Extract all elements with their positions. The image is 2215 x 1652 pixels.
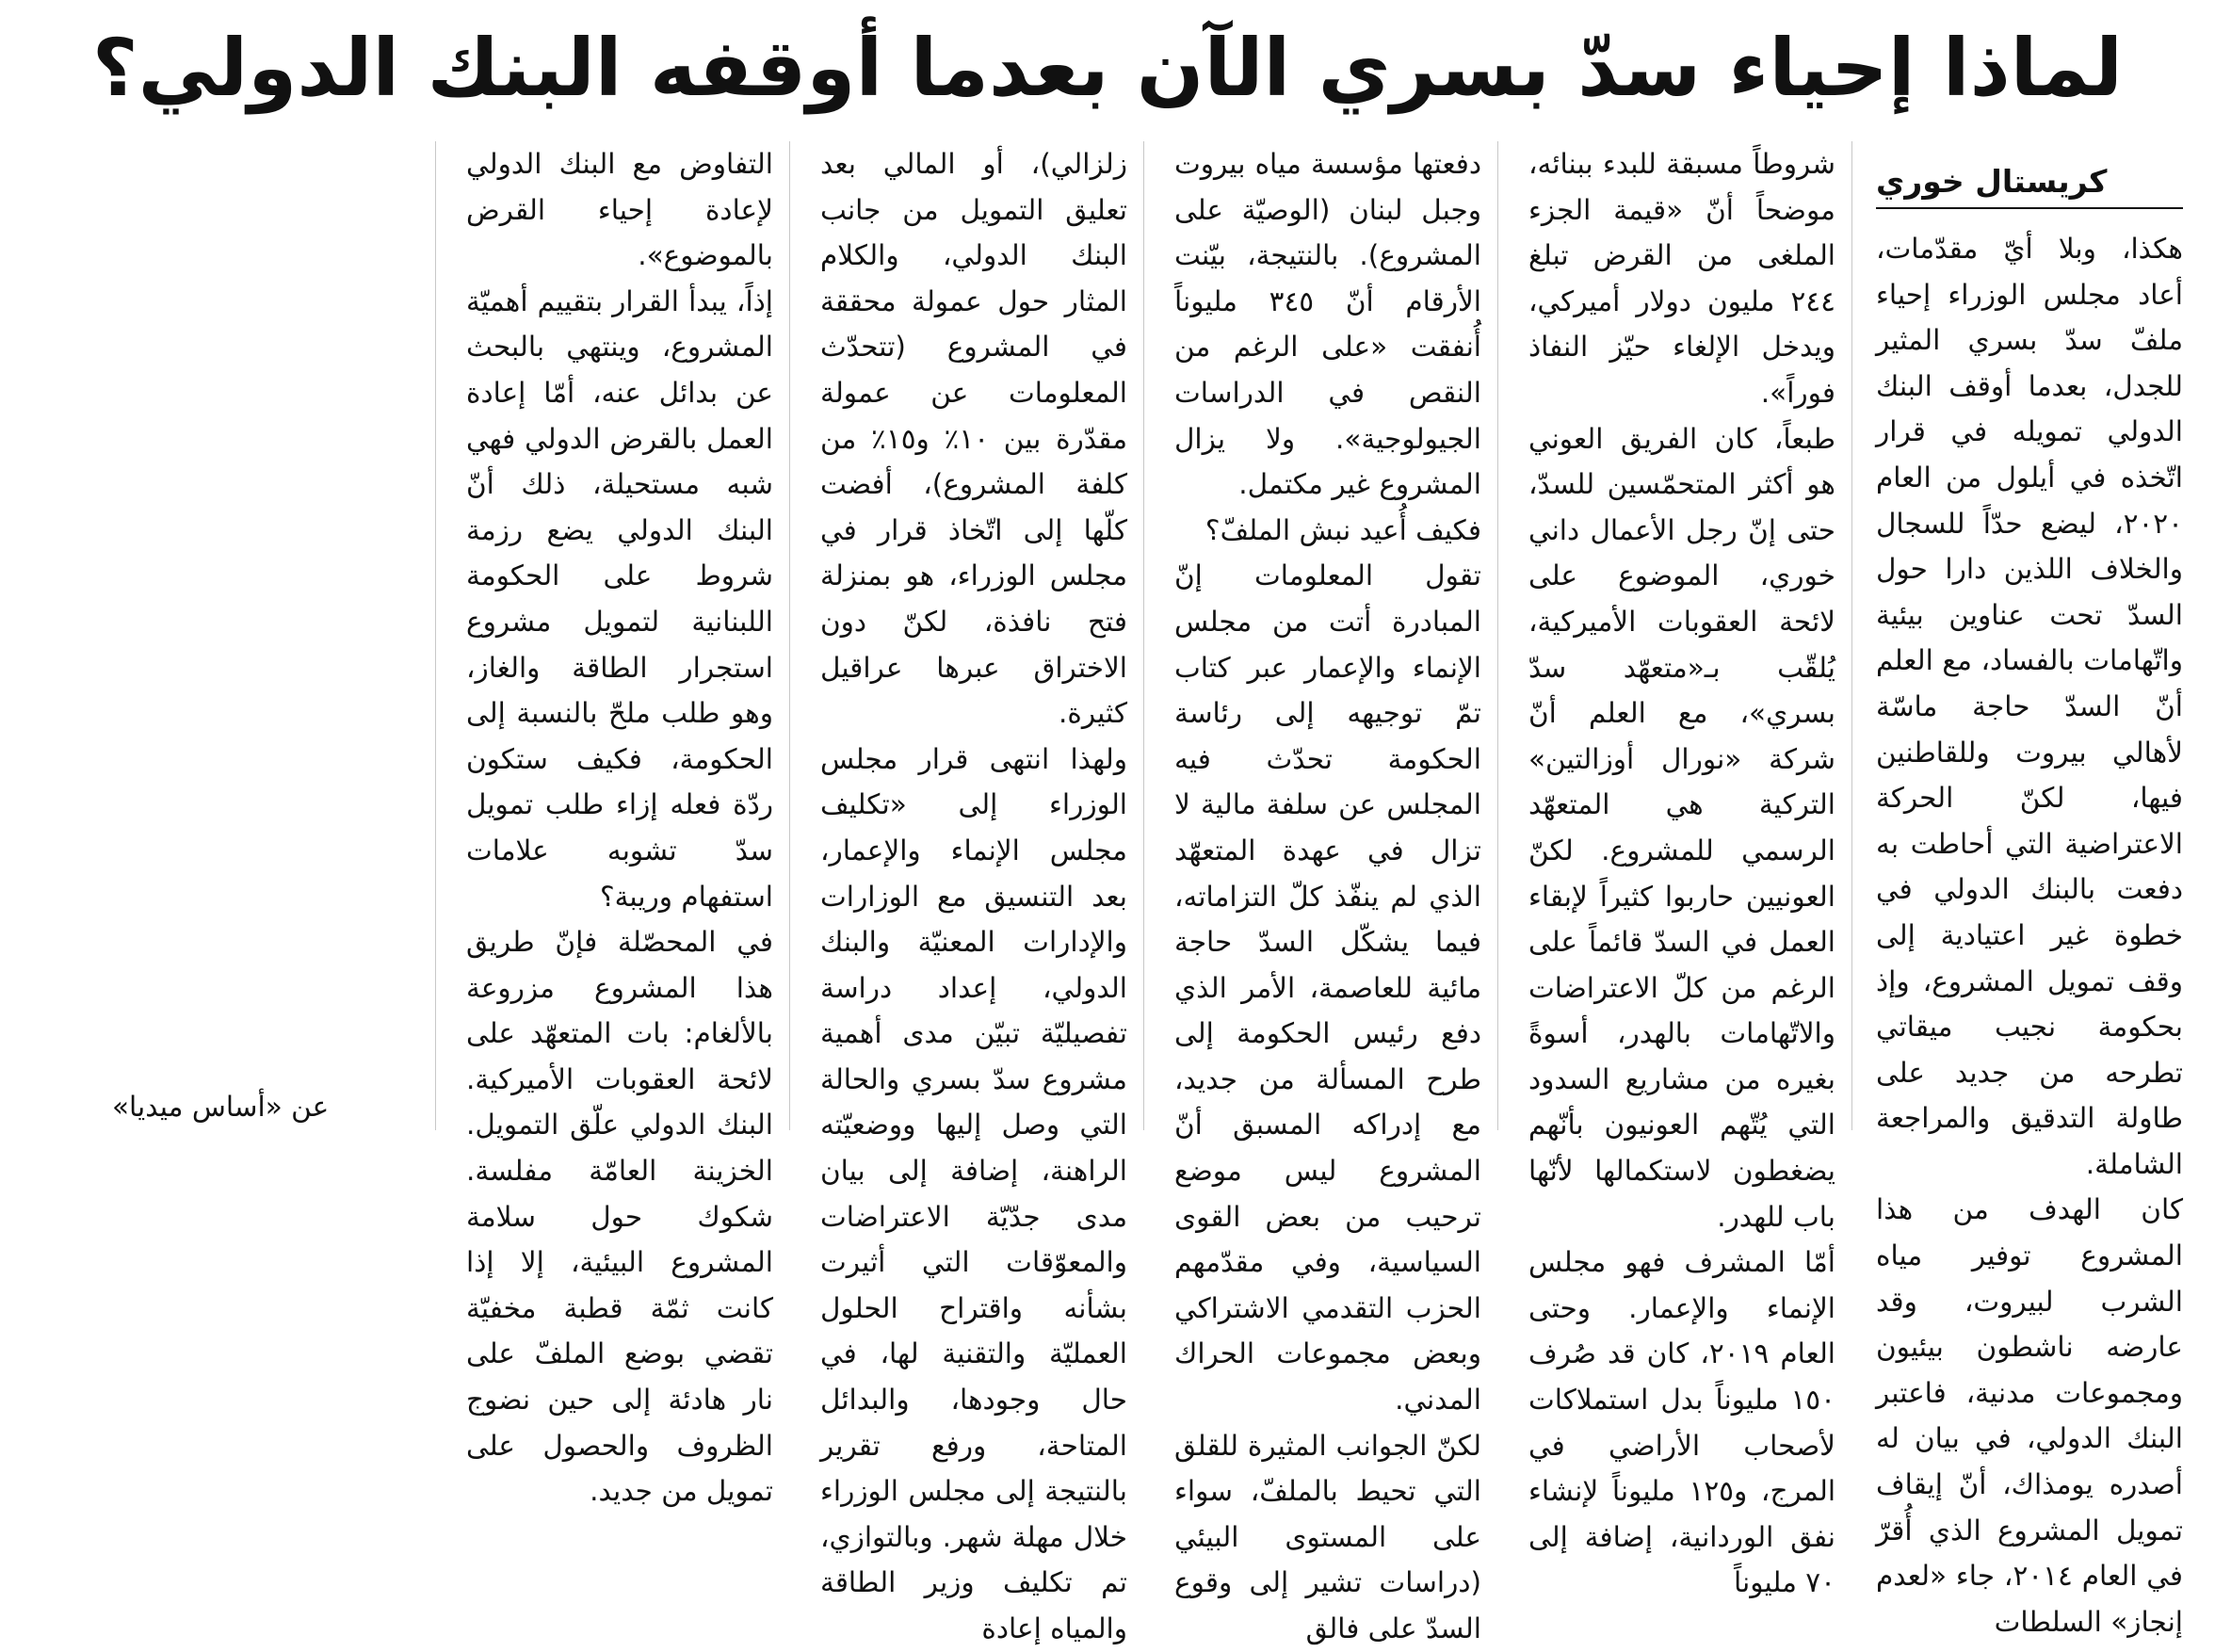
column-rule (1143, 141, 1144, 1130)
article-column-1 (1876, 226, 2183, 1638)
subheading: فكيف أُعيد نبش الملفّ؟ (1205, 513, 1481, 546)
paragraph: ولهذا انتهى قرار مجلس الوزراء إلى «تكليف مجلس الإنماء والإعمار، بعد التنسيق مع الوزارات والإدارات المعنيّة والبنك الدولي، إعداد دراسة تفصيليّة تبيّن مدى أهمية مشروع سدّ بسري والحالة التي وصل إليها ووضعيّته الراهنة، إضافة إلى بيان مدى جدّيّة الاعتراضات والمعوّقات التي أثيرت بشأنه واقتراح الحلول العمليّة والتقنية لها، في حال وجودها، والبدائل المتاحة، ورفع تقرير بالنتيجة إلى مجلس الوزراء خلال مهلة شهر. وبالتوازي، تم تكليف وزير الطاقة والمياه إعادة (820, 742, 1127, 1644)
paragraph: التفاوض مع البنك الدولي لإعادة إحياء القرض بالموضوع». (466, 148, 773, 272)
article-column-2 (1528, 141, 1836, 1599)
article-column-4 (820, 141, 1128, 1644)
paragraph: شروطاً مسبقة للبدء ببنائه، موضحاً أنّ «قيمة الجزء الملغى من القرض تبلغ ٢٤٤ مليون دولار أميركي، ويدخل الإلغاء حيّز النفاذ فوراً». (1528, 148, 1835, 409)
paragraph: دفعتها مؤسسة مياه بيروت وجبل لبنان (الوصيّة على المشروع). بالنتيجة، بيّنت الأرقام أنّ ٣٤٥ مليوناً أُنفقت «على الرغم من النقص في الدراسات الجيولوجية». ولا يزال المشروع غير مكتمل. (1174, 148, 1481, 501)
paragraph: لكنّ الجوانب المثيرة للقلق التي تحيط بالملفّ، سواء على المستوى البيئي (دراسات تشير إلى وقوع السدّ على فالق (1174, 1429, 1481, 1644)
article-column-6 (112, 141, 419, 1130)
article-column-5 (466, 141, 773, 1508)
source-credit: عن «أساس ميديا» (112, 1084, 338, 1130)
paragraph: زلزالي)، أو المالي بعد تعليق التمويل من جانب البنك الدولي، والكلام المثار حول عمولة محققة في المشروع (تتحدّث المعلومات عن عمولة مقدّرة بين ١٠٪ و١٥٪ من كلفة المشروع)، أفضت كلّها إلى اتّخاذ قرار في مجلس الوزراء، هو بمنزلة فتح نافذة، لكنّ دون الاختراق عبرها عراقيل كثيرة. (820, 148, 1128, 730)
paragraph: أمّا المشرف فهو مجلس الإنماء والإعمار. وحتى العام ٢٠١٩، كان قد صُرف ١٥٠ مليوناً بدل استملاكات لأصحاب الأراضي في المرج، و١٢٥ مليوناً لإنشاء نفق الوردانية، إضافة إلى ٧٠ مليوناً (1528, 1246, 1836, 1599)
paragraph: هكذا، وبلا أيّ مقدّمات، أعاد مجلس الوزراء إحياء ملفّ سدّ بسري المثير للجدل، بعدما أوقف البنك الدولي تمويله في قرار اتّخذه في أيلول من العام ٢٠٢٠، ليضع حدّاً للسجال والخلاف اللذين دارا حول السدّ تحت عناوين بيئية واتّهامات بالفساد، مع العلم أنّ السدّ حاجة ماسّة لأهالي بيروت وللقاطنين فيها، لكنّ الحركة الاعتراضية التي أحاطت به دفعت بالبنك الدولي في خطوة غير اعتيادية إلى وقف تمويل المشروع، وإذ بحكومة نجيب ميقاتي تطرحه من جديد على طاولة التدقيق والمراجعة الشاملة. (1876, 233, 2183, 1180)
column-rule (1497, 141, 1498, 1130)
paragraph: إذاً، يبدأ القرار بتقييم أهميّة المشروع، وينتهي بالبحث عن بدائل عنه، أمّا إعادة العمل بالقرض الدولي فهي شبه مستحيلة، ذلك أنّ البنك الدولي يضع رزمة شروط على الحكومة اللبنانية لتمويل مشروع استجرار الطاقة والغاز، وهو طلب ملحّ بالنسبة إلى الحكومة، فكيف ستكون ردّة فعله إزاء طلب تمويل سدّ تشوبه علامات استفهام وريبة؟ (466, 284, 773, 913)
article-column-3 (1174, 141, 1481, 1644)
paragraph: طبعاً، كان الفريق العوني هو أكثر المتحمّسين للسدّ، حتى إنّ رجل الأعمال داني خوري، الموضوع على لائحة العقوبات الأميركية، يُلقّب بـ«متعهّد سدّ بسري»، مع العلم أنّ شركة «نورال أوزالتين» التركية هي المتعهّد الرسمي للمشروع. لكنّ العونيين حاربوا كثيراً لإبقاء العمل في السدّ قائماً على الرغم من كلّ الاعتراضات والاتّهامات بالهدر، أسوةً بغيره من مشاريع السدود التي يُتّهم العونيون بأنّهم يضغطون لاستكمالها لأنّها باب للهدر. (1528, 422, 1835, 1233)
paragraph: كان الهدف من هذا المشروع توفير مياه الشرب لبيروت، وقد عارضه ناشطون بيئيون ومجموعات مدنية، فاعتبر البنك الدولي، في بيان له أصدره يومذاك، أنّ إيقاف تمويل المشروع الذي أُقرّ في العام ٢٠١٤، جاء «لعدم إنجاز» السلطات (1876, 1193, 2183, 1638)
column-rule (435, 141, 436, 1130)
paragraph: في المحصّلة فإنّ طريق هذا المشروع مزروعة بالألغام: بات المتعهّد على لائحة العقوبات الأميركية. البنك الدولي علّق التمويل. الخزينة العامّة مفلسة. شكوك حول سلامة المشروع البيئية، إلا إذا كانت ثمّة قطبة مخفيّة تقضي بوضع الملفّ على نار هادئة إلى حين نضوج الظروف والحصول على تمويل من جديد. (466, 926, 773, 1508)
paragraph: تقول المعلومات إنّ المبادرة أتت من مجلس الإنماء والإعمار عبر كتاب تمّ توجيهه إلى رئاسة الحكومة تحدّث فيه المجلس عن سلفة مالية لا تزال في عهدة المتعهّد الذي لم ينفّذ كلّ التزاماته، فيما يشكّل السدّ حاجة مائية للعاصمة، الأمر الذي دفع رئيس الحكومة إلى طرح المسألة من جديد، مع إدراكه المسبق أنّ المشروع ليس موضع ترحيب من بعض القوى السياسية، وفي مقدّمهم الحزب التقدمي الاشتراكي وبعض مجموعات الحراك المدني. (1174, 559, 1481, 1417)
author-byline: كريستال خوري (1876, 163, 2108, 200)
column-rule (789, 141, 790, 1130)
headline: لماذا إحياء سدّ بسري الآن بعدما أوقفه البنك الدولي؟ (91, 22, 2124, 114)
column-rule (1851, 141, 1852, 1130)
byline-box (1876, 141, 2183, 209)
